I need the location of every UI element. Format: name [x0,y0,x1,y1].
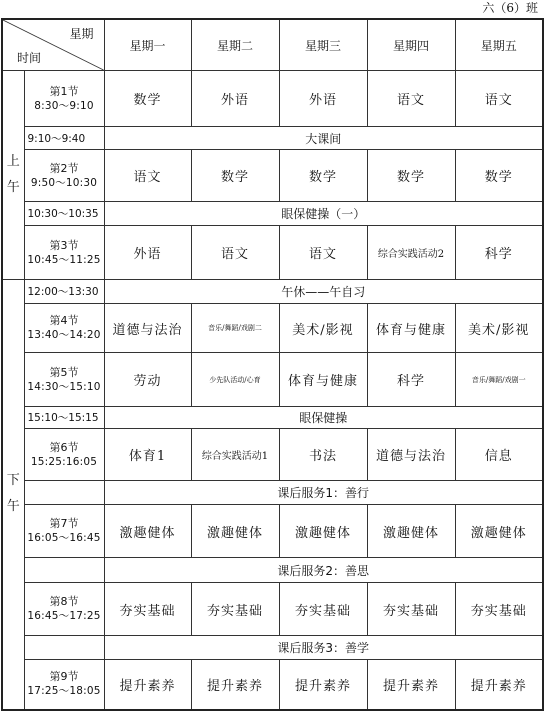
period-row [2,660,543,710]
break-label: 午休——午自习 [104,280,543,304]
subject-cell: 语文 [191,226,279,280]
corner-weekday-label: 星期 [69,27,94,41]
period-row [2,583,543,636]
day-header: 星期五 [455,19,543,71]
subject-cell: 语文 [104,150,191,202]
subject-cell: 科学 [367,353,455,407]
period-row [2,304,543,353]
corner-cell [2,19,104,71]
period-slot: 第6节 15:25:16:05 [24,429,104,481]
service-label: 课后服务2：善思 [104,558,543,583]
period-slot: 第8节 16:45～17:25 [24,583,104,636]
subject-cell: 信息 [455,429,543,481]
subject-cell: 体育与健康 [279,353,367,407]
subject-cell: 提升素养 [279,660,367,710]
subject-cell: 夯实基础 [279,583,367,636]
break-label: 眼保健操（一） [104,202,543,226]
service-row [2,481,543,505]
period-row [2,226,543,280]
period-row [2,353,543,407]
break-time: 15:10～15:15 [24,407,104,429]
period-slot: 第3节 10:45～11:25 [24,226,104,280]
period-slot: 第7节 16:05～16:45 [24,505,104,558]
subject-cell: 激趣健体 [191,505,279,558]
subject-cell: 数学 [455,150,543,202]
session-morning: 上 午 [2,71,24,280]
subject-cell: 数学 [104,71,191,127]
subject-cell: 激趣健体 [455,505,543,558]
break-time: 10:30～10:35 [24,202,104,226]
period-slot: 第4节 13:40～14:20 [24,304,104,353]
subject-cell: 少先队活动/心育 [191,353,279,407]
subject-cell: 科学 [455,226,543,280]
subject-cell: 提升素养 [191,660,279,710]
subject-cell: 激趣健体 [367,505,455,558]
subject-cell: 夯实基础 [104,583,191,636]
subject-cell: 外语 [279,71,367,127]
day-header: 星期四 [367,19,455,71]
session-afternoon: 下 午 [2,280,24,710]
period-slot: 第5节 14:30～15:10 [24,353,104,407]
subject-cell: 夯实基础 [367,583,455,636]
break-label: 眼保健操 [104,407,543,429]
subject-cell: 外语 [104,226,191,280]
service-time-empty [24,558,104,583]
subject-cell: 数学 [367,150,455,202]
subject-cell: 音乐/舞蹈/戏剧二 [191,304,279,353]
break-row [2,407,543,429]
timetable [1,18,544,711]
subject-cell: 提升素养 [455,660,543,710]
subject-cell: 劳动 [104,353,191,407]
service-label: 课后服务3：善学 [104,636,543,660]
day-header: 星期一 [104,19,191,71]
subject-cell: 提升素养 [367,660,455,710]
subject-cell: 综合实践活动2 [367,226,455,280]
break-time: 12:00～13:30 [24,280,104,304]
subject-cell: 数学 [279,150,367,202]
service-row [2,636,543,660]
service-label: 课后服务1：善行 [104,481,543,505]
period-slot: 第2节 9:50～10:30 [24,150,104,202]
subject-cell: 道德与法治 [367,429,455,481]
subject-cell: 语文 [367,71,455,127]
period-row [2,71,543,127]
service-row [2,558,543,583]
subject-cell: 综合实践活动1 [191,429,279,481]
period-slot: 第9节 17:25～18:05 [24,660,104,710]
break-row [2,280,543,304]
period-slot: 第1节 8:30～9:10 [24,71,104,127]
subject-cell: 音乐/舞蹈/戏剧一 [455,353,543,407]
subject-cell: 美术/影视 [455,304,543,353]
subject-cell: 体育1 [104,429,191,481]
corner-time-label: 时间 [17,51,42,65]
subject-cell: 体育与健康 [367,304,455,353]
subject-cell: 外语 [191,71,279,127]
subject-cell: 夯实基础 [191,583,279,636]
subject-cell: 美术/影视 [279,304,367,353]
subject-cell: 提升素养 [104,660,191,710]
subject-cell: 激趣健体 [104,505,191,558]
period-row [2,505,543,558]
class-label: 六（6）班 [482,1,538,15]
break-time: 9:10～9:40 [24,127,104,150]
header-row [2,19,543,71]
subject-cell: 书法 [279,429,367,481]
subject-cell: 道德与法治 [104,304,191,353]
subject-cell: 语文 [279,226,367,280]
break-row [2,202,543,226]
break-label: 大课间 [104,127,543,150]
service-time-empty [24,481,104,505]
day-header: 星期二 [191,19,279,71]
subject-cell: 夯实基础 [455,583,543,636]
break-row [2,127,543,150]
subject-cell: 数学 [191,150,279,202]
service-time-empty [24,636,104,660]
subject-cell: 激趣健体 [279,505,367,558]
period-row [2,429,543,481]
subject-cell: 语文 [455,71,543,127]
day-header: 星期三 [279,19,367,71]
period-row [2,150,543,202]
